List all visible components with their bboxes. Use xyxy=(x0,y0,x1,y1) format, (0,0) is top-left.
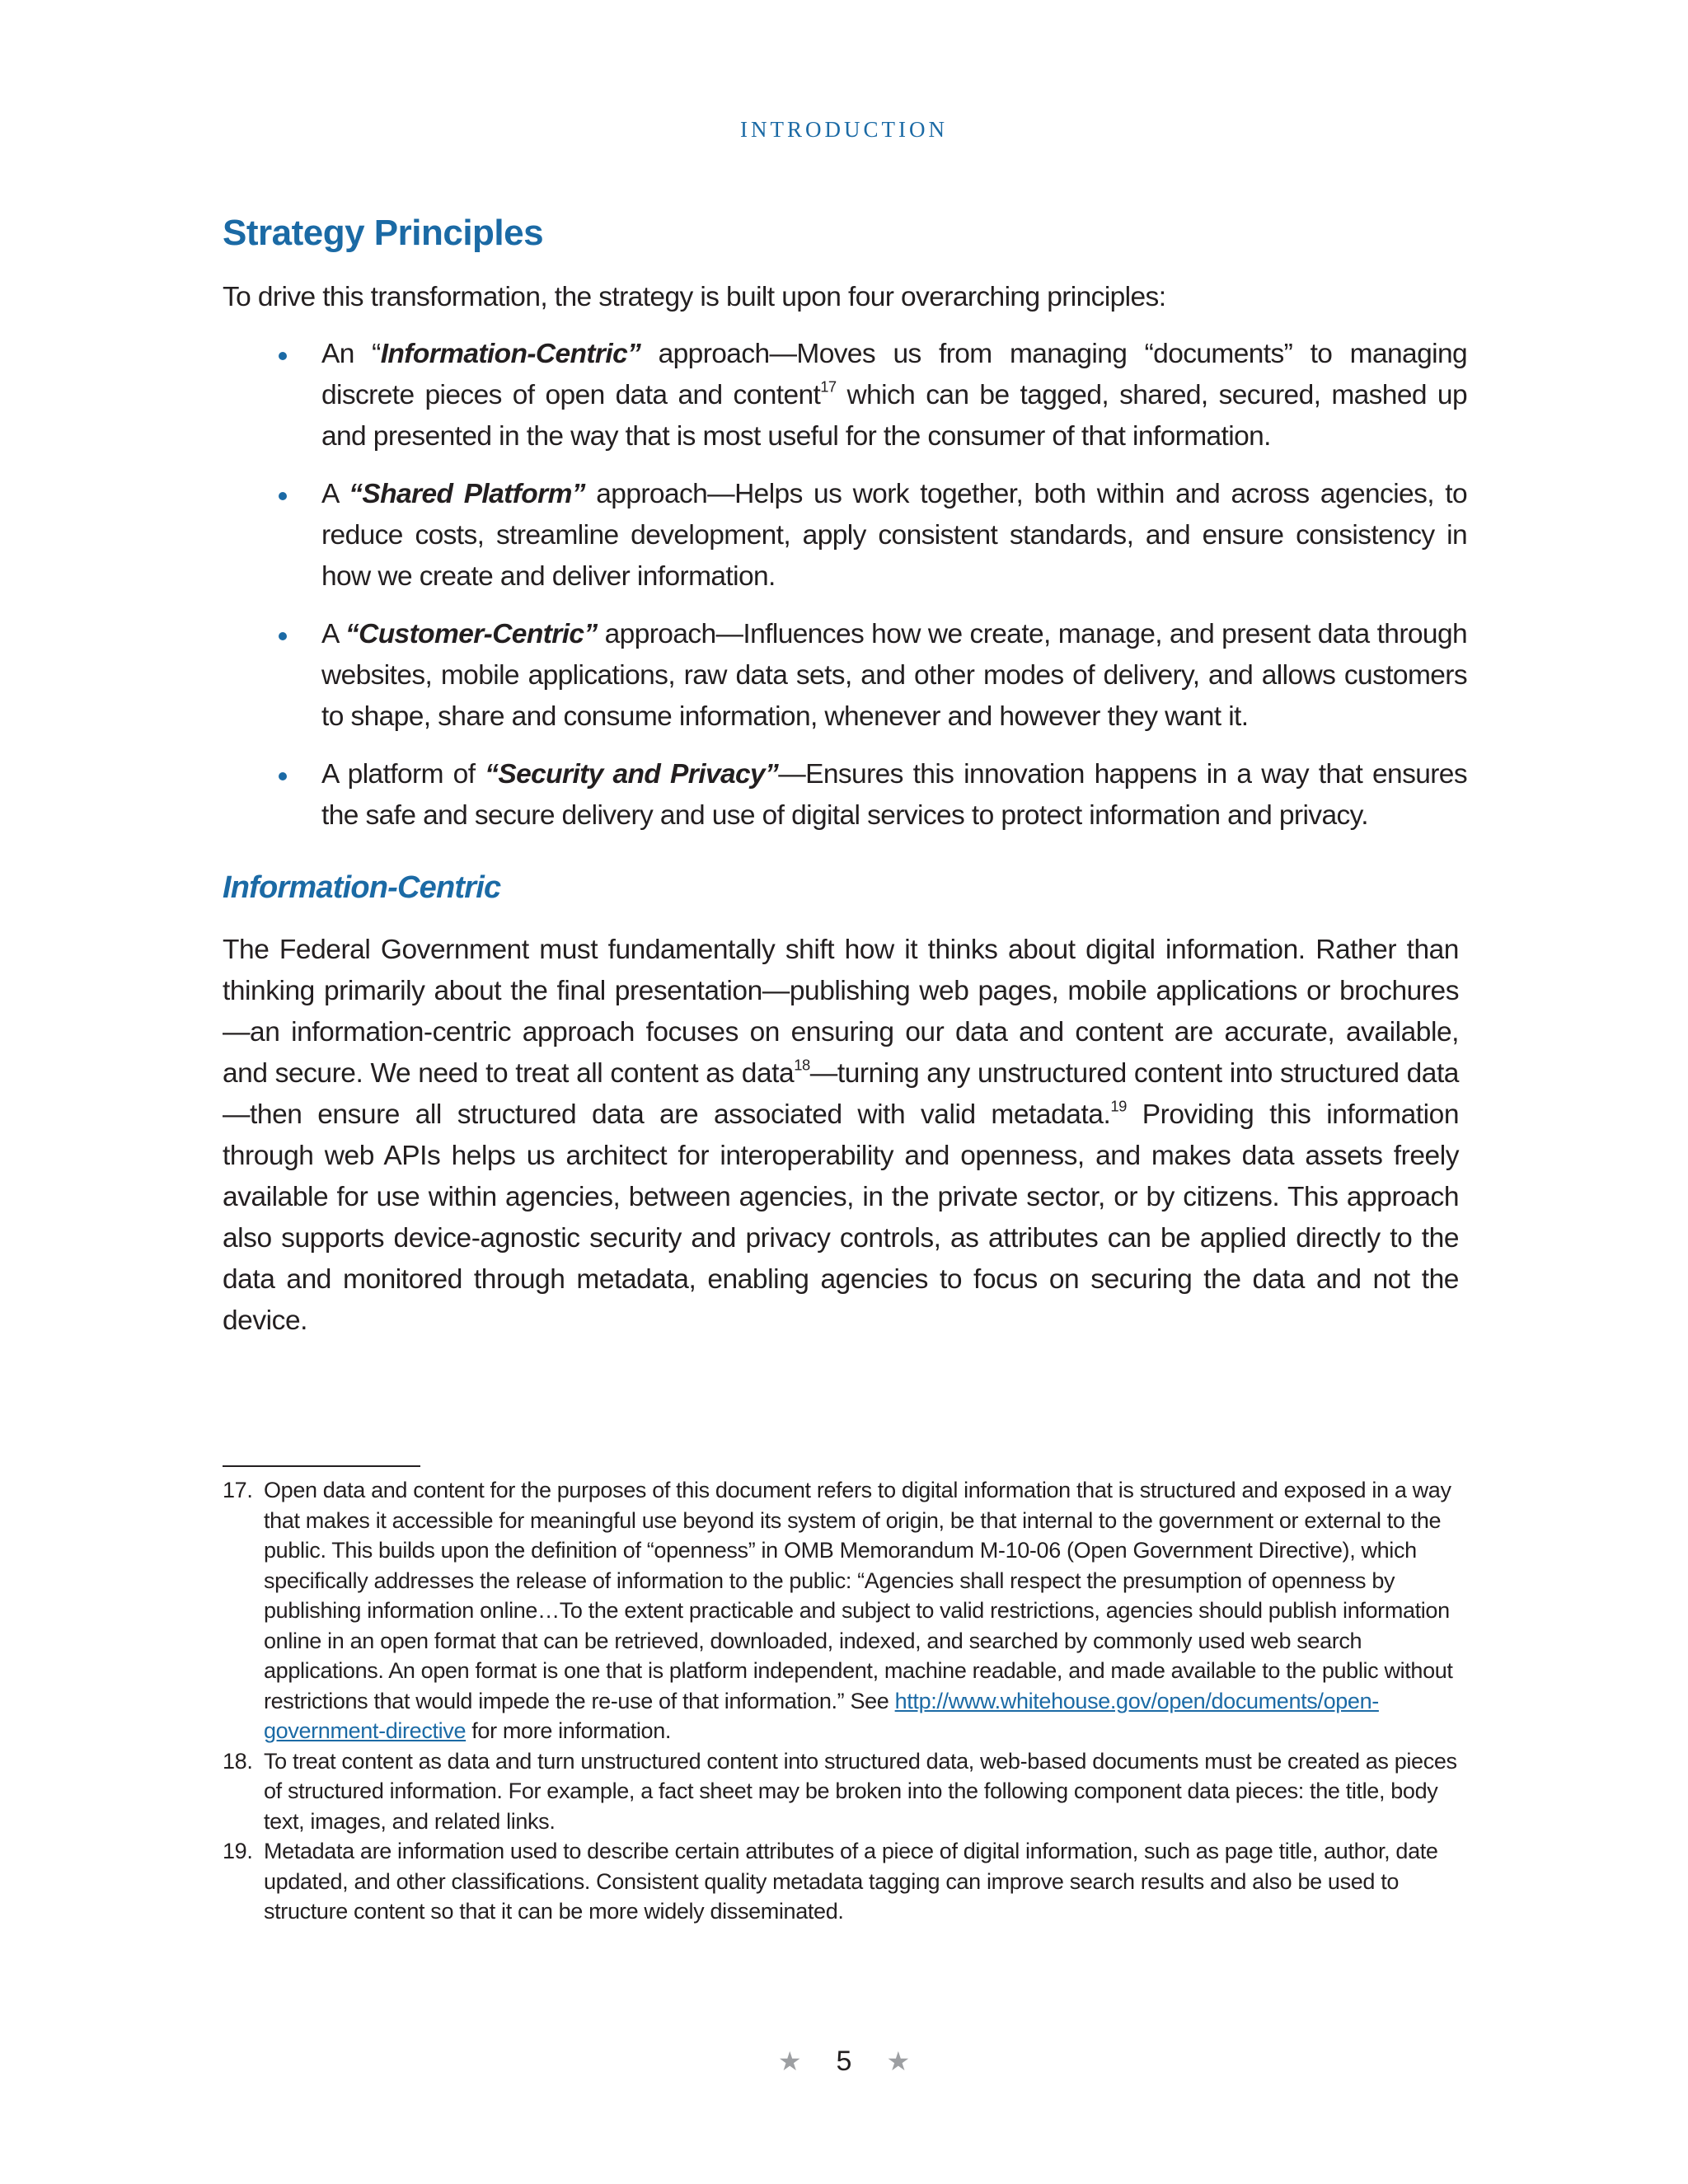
footnotes-list xyxy=(223,1475,1463,1927)
running-head: INTRODUCTION xyxy=(740,117,948,142)
principle-term: “Security and Privacy” xyxy=(485,759,779,790)
principle-item-shared-platform: A “Shared Platform” approach—Helps us work together, both within and across agencies, to reduce costs, streamline development, apply consistent standards, and ensure consistency in how we create and deliver information. xyxy=(223,474,1467,598)
directive-link[interactable]: http://www.whitehouse.gov/open/documents/open-government-directive xyxy=(264,1688,1379,1743)
principle-item-information-centric: An “Information-Centric” approach—Moves us from managing “documents” to managing discrete pieces of open data and content$^{17}$ which can be tagged, shared, secured, mashed up and presented in the way that is most useful for the consumer of that information. xyxy=(223,334,1467,457)
footnote-number: 17. xyxy=(223,1478,253,1502)
principle-item-customer-centric: A “Customer-Centric” approach—Influences how we create, manage, and present data through websites, mobile applications, raw data sets, and other modes of delivery, and allows customers to shape, share and consume information, whenever and however they want it. xyxy=(223,614,1467,738)
principle-term: “Shared Platform” xyxy=(349,479,585,509)
star-icon: ★ xyxy=(886,2046,911,2076)
subsection-title: Information-Centric xyxy=(223,870,501,905)
page-footer xyxy=(0,2046,1688,2078)
star-icon: ★ xyxy=(777,2046,802,2076)
footnote-ref: 19 xyxy=(1110,1097,1127,1115)
footnote-number: 18. xyxy=(223,1748,253,1774)
footnote-ref: 17 xyxy=(820,377,837,396)
footnote-divider xyxy=(223,1465,420,1467)
principle-term: “Customer-Centric” xyxy=(345,619,598,649)
principles-list xyxy=(223,334,1467,853)
principle-term: Information-Centric” xyxy=(380,339,641,369)
bullet-icon xyxy=(279,772,287,780)
principle-item-security-privacy: A platform of “Security and Privacy”—Ensures this innovation happens in a way that ensures the safe and secure delivery and use of digital services to protect information and privacy. xyxy=(223,754,1467,837)
bullet-icon xyxy=(279,632,287,640)
section-title: Strategy Principles xyxy=(223,213,544,253)
bullet-icon xyxy=(279,492,287,500)
footnote-item: 18. To treat content as data and turn unstructured content into structured data, web-based documents must be created as pieces of structured information. For example, a fact sheet may be broken into the following component data pieces: the title, body text, images, and related links. xyxy=(223,1746,1463,1837)
footnote-item: 17. Open data and content for the purposes of this document refers to digital information that is structured and exposed in a way that makes it accessible for meaningful use beyond its system of origin, be that internal to the government or external to the public. This builds upon the definition of “openness” in OMB Memorandum M-10-06 (Open Government Directive), which specifically addresses the release of information to the public: “Agencies shall respect the presumption of openness by publishing information online…To the extent practicable and subject to valid restrictions, agencies should publish information online in an open format that can be retrieved, downloaded, indexed, and searched by commonly used web search applications. An open format is one that is platform independent, machine readable, and made available to the public without restrictions that would impede the re-use of that information.” See http://www.whitehouse.gov/open/documents/open-government-directive for more information. xyxy=(223,1475,1463,1746)
body-paragraph: The Federal Government must fundamentally shift how it thinks about digital information. Rather than thinking primarily about the final presentation—publishing web pages, mobile applications or brochures—an information-centric approach focuses on ensuring our data and content are accurate, available, and secure. We need to treat all content as data$^{18}$—turning any unstructured content into structured data—then ensure all structured data are associated with valid metadata.$^{19}$ Providing this information through web APIs helps us architect for interoperability and openness, and makes data assets freely available for use within agencies, between agencies, in the private sector, or by citizens. This approach also supports device-agnostic security and privacy controls, as attributes can be applied directly to the data and monitored through metadata, enabling agencies to focus on securing the data and not the device. xyxy=(223,935,1460,1336)
intro-paragraph: To drive this transformation, the strategy is built upon four overarching principles: xyxy=(223,282,1166,312)
footnote-ref: 18 xyxy=(794,1056,810,1074)
footnote-item: 19. Metadata are information used to describe certain attributes of a piece of digital information, such as page title, author, date updated, and other classifications. Consistent quality metadata tagging can improve search results and also be used to structure content so that it can be more widely disseminated. xyxy=(223,1836,1463,1927)
page-number: 5 xyxy=(836,2046,852,2077)
footnote-number: 19. xyxy=(223,1839,253,1863)
bullet-icon xyxy=(279,352,287,360)
